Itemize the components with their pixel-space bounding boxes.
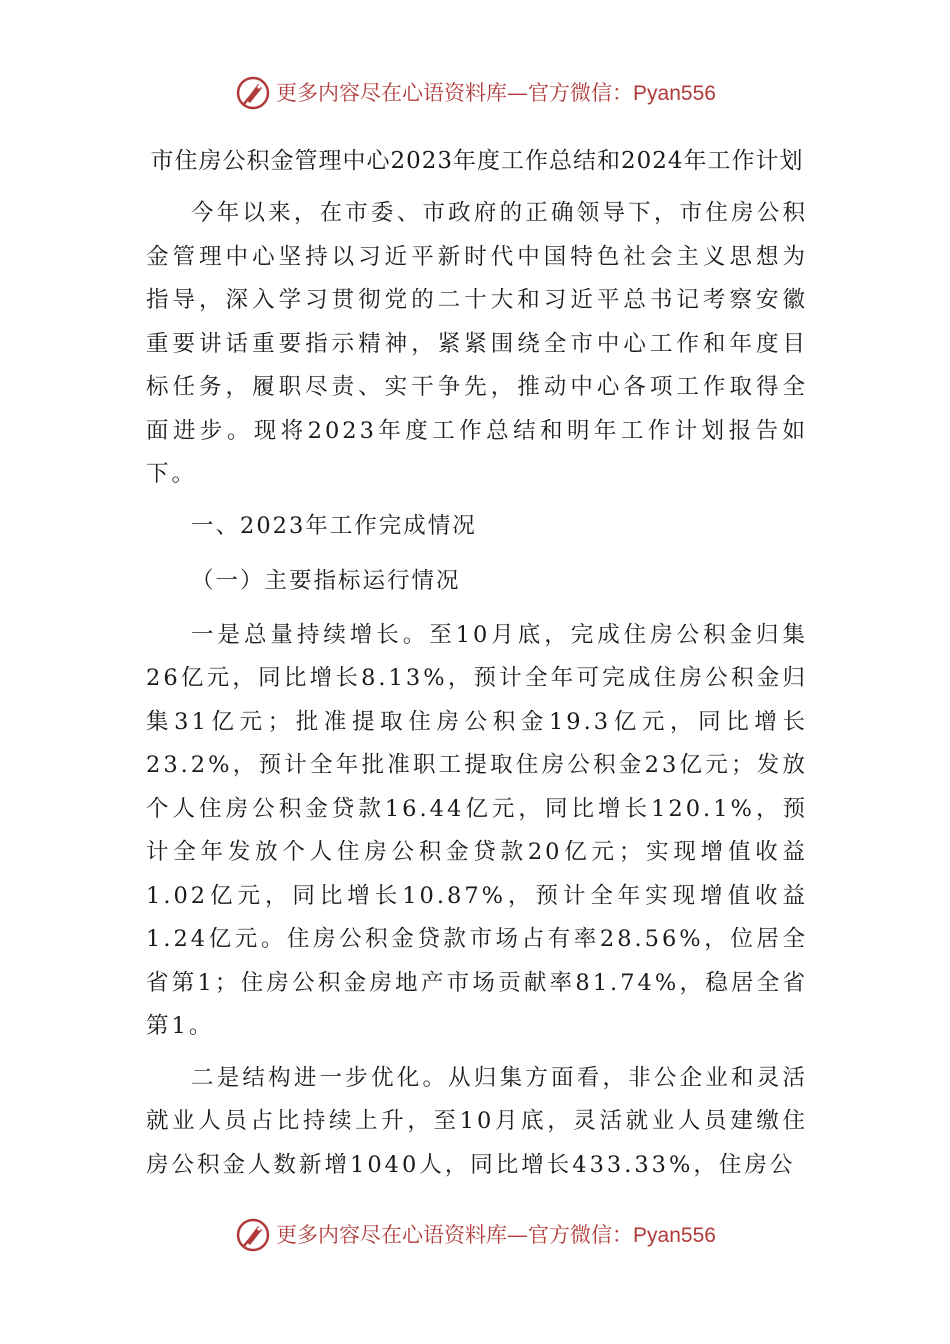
document-body xyxy=(146,140,808,1195)
paragraph-structure-optimization: 二是结构进一步优化。从归集方面看，非公企业和灵活就业人员占比持续上升，至10月底，灵活就业人员建缴住房公积金人数新增1040人，同比增长433.33%，住房公 xyxy=(146,1064,808,1178)
paragraph-total-growth: 一是总量持续增长。至10月底，完成住房公积金归集26亿元，同比增长8.13%，预计全年可完成住房公积金归集31亿元；批准提取住房公积金19.3亿元，同比增长23.2%，预计全年批准职工提取住房公积金23亿元；发放个人住房公积金贷款16.44亿元，同比增长120.1%，预计全年发放个人住房公积金贷款20亿元；实现增值收益1.02亿元，同比增长10.87%，预计全年实现增值收益1.24亿元。住房公积金贷款市场占有率28.56%，位居全省第1；住房公积金房地产市场贡献率81.74%，稳居全省第1。 xyxy=(146,621,808,1039)
pen-nib-logo-icon xyxy=(234,1215,272,1253)
watermark-text: 更多内容尽在心语资料库—官方微信：Pyan556 xyxy=(276,81,716,105)
subsection-heading: （一）主要指标运行情况 xyxy=(191,568,461,594)
document-title: 市住房公积金管理中心2023年度工作总结和2024年工作计划 xyxy=(150,148,804,174)
watermark-banner-bottom xyxy=(0,1212,950,1256)
wechat-id: Pyan556 xyxy=(633,82,716,105)
section-heading: 一、2023年工作完成情况 xyxy=(191,512,477,539)
pen-nib-logo-icon xyxy=(234,73,272,111)
watermark-text: 更多内容尽在心语资料库—官方微信：Pyan556 xyxy=(276,1223,716,1247)
watermark-banner-top xyxy=(0,70,950,114)
intro-paragraph: 今年以来，在市委、市政府的正确领导下，市住房公积金管理中心坚持以习近平新时代中国特色社会主义思想为指导，深入学习贯彻党的二十大和习近平总书记考察安徽重要讲话重要指示精神，紧紧围绕全市中心工作和年度目标任务，履职尽责、实干争先，推动中心各项工作取得全面进步。现将2023年度工作总结和明年工作计划报告如下。 xyxy=(146,200,808,487)
wechat-id: Pyan556 xyxy=(633,1224,716,1247)
